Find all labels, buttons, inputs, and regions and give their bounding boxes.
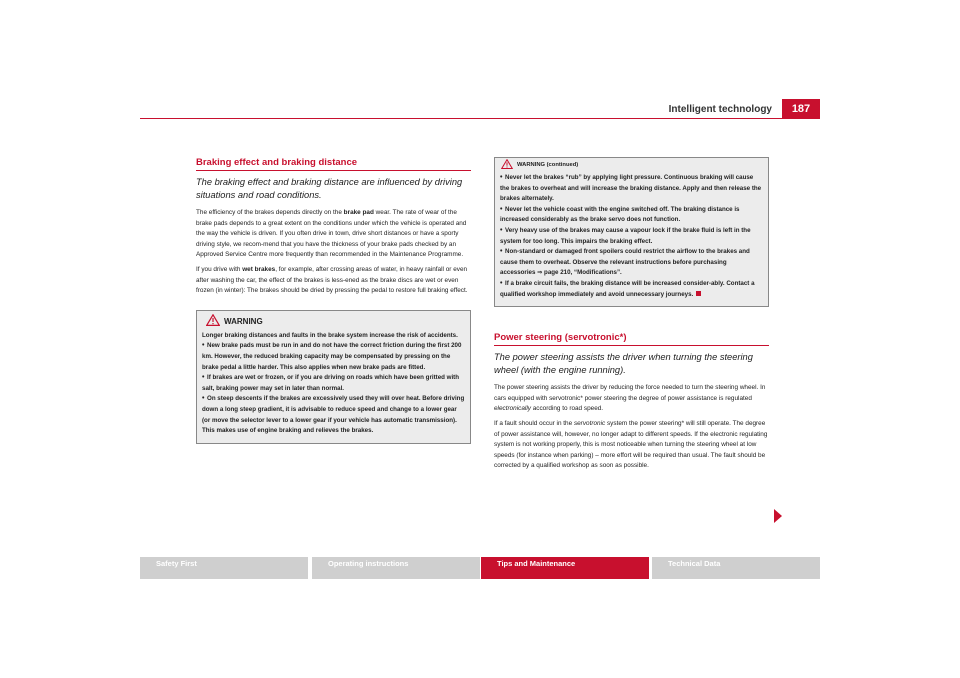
page-number: 187 xyxy=(782,99,820,119)
warning-box xyxy=(196,310,471,444)
paragraph-servotronic-fault: If a fault should occur in the servotronic system the power steering* will still operate. The degree of power assistance will, however, no longer adapt to different speeds. If the electronic regulating system is not working properly, this is most noticeable when turning the steering wheel at low speeds (for instance when parking) – more effort will be required than usual. The fault should be corrected by a qualified workshop as soon as possible. xyxy=(494,419,768,470)
paragraph-power-steering-assist: The power steering assists the driver by reducing the force needed to turn the steering wheel. In cars equipped with servotronic* power steering the degree of power assistance is regulated electronically according to road speed. xyxy=(494,384,766,413)
warning-label: WARNING xyxy=(224,316,263,326)
warning-header xyxy=(197,311,470,331)
footer-nav xyxy=(140,557,820,579)
tab-technical-data[interactable]: Technical Data xyxy=(652,557,820,579)
warning-header xyxy=(495,158,768,173)
warning-intro: Longer braking distances and faults in the brake system increase the risk of accidents. xyxy=(202,331,458,339)
warning-triangle-icon xyxy=(206,314,220,326)
warning-bullet: • If a brake circuit fails, the braking distance will be increased consider-ably. Contact a qualified workshop immediately and avoid unnecessary journeys. xyxy=(500,279,755,298)
paragraph-wet-brakes: If you drive with wet brakes, for example, after crossing areas of water, in heavy rainfall or even after washing the car, the effect of the brakes is less-ened as the brake discs are wet or even frozen (in winter): The brakes should be dried by pressing the pedal to restore full braking effect. xyxy=(196,265,468,295)
next-page-arrow-icon[interactable] xyxy=(774,509,782,523)
tab-tips-and-maintenance[interactable]: Tips and Maintenance xyxy=(481,557,649,579)
warning-bullet: • If brakes are wet or frozen, or if you are driving on roads which have been gritted with salt, braking power may set in later than normal. xyxy=(202,374,460,392)
warning-continued-box xyxy=(494,157,769,307)
warning-bullet: • On steep descents if the brakes are excessively used they will over heat. Before driving down a long steep gradient, it is advisable to reduce speed and change to a lower gear (or move the selector lever to a lower gear if your vehicle has automatic transmission). This makes use of engine braking and relieves the brakes. xyxy=(202,395,465,435)
section-heading-power-steering: Power steering (servotronic*) xyxy=(494,332,769,346)
warning-body xyxy=(495,173,768,306)
warning-bullet: • Never let the brakes “rub” by applying light pressure. Continuous braking will cause the brakes to overheat and will increase the braking distance. Apply and then release the brakes alternately. xyxy=(500,174,762,203)
page-header xyxy=(140,99,820,119)
warning-bullet: • Never let the vehicle coast with the engine switched off. The braking distance is increased considerably as the brake servo does not function. xyxy=(500,205,740,224)
tab-operating-instructions[interactable]: Operating instructions xyxy=(312,557,480,579)
right-column xyxy=(494,157,769,476)
left-column xyxy=(196,157,471,444)
warning-body xyxy=(197,331,470,443)
warning-bullet: • Non-standard or damaged front spoilers could restrict the airflow to the brakes and cause them to overheat. Observe the relevant instructions before purchasing accessories ⇒ page 210, “Modifications”. xyxy=(500,248,750,277)
section-subheading-power-steering: The power steering assists the driver when turning the steering wheel (with the engine running). xyxy=(494,352,753,376)
warning-bullet: • Very heavy use of the brakes may cause a vapour lock if the brake fluid is left in the system for too long. This impairs the braking effect. xyxy=(500,226,751,245)
warning-label: WARNING (continued) xyxy=(517,162,579,168)
section-subheading-braking: The braking effect and braking distance are influenced by driving situations and road conditions. xyxy=(196,177,463,200)
warning-triangle-icon xyxy=(501,159,513,169)
section-heading-braking: Braking effect and braking distance xyxy=(196,157,471,171)
end-of-section-marker xyxy=(696,291,701,296)
warning-bullet: • New brake pads must be run in and do not have the correct friction during the first 200 km. However, the reduced braking capacity may be compensated by pressing on the brake pedal a little harder. This also applies when new brake pads are fitted. xyxy=(202,342,462,371)
header-divider xyxy=(140,118,820,119)
chapter-title: Intelligent technology xyxy=(668,104,772,115)
tab-safety-first[interactable]: Safety First xyxy=(140,557,308,579)
paragraph-brake-pad-wear: The efficiency of the brakes depends directly on the brake pad wear. The rate of wear of the brake pads depends to a great extent on the conditions under which the vehicle is operated and the way the vehicle is driven. If you often drive in town, drive short distances or have a sporty driving style, we recom-mend that you have the thickness of your brake pads checked by an Approved Service Centre more frequently than recommended in the Maintenance Programme. xyxy=(196,209,467,259)
